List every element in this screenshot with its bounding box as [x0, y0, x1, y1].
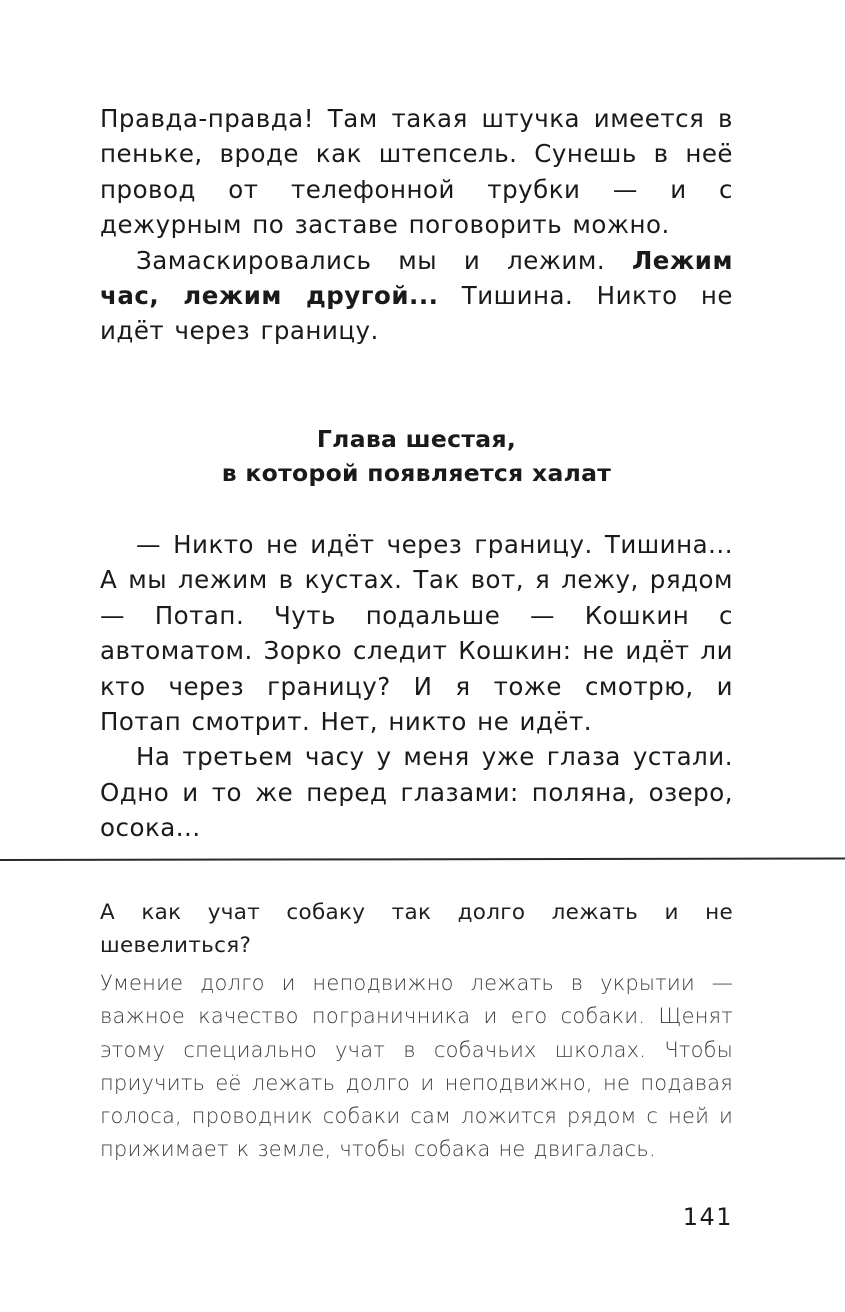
chapter-title-line-2: в которой появляется халат: [221, 459, 612, 487]
chapter-text: [100, 527, 733, 846]
sidebar-answer: Умение долго и неподвижно лежать в укрытии — важное качество пограничника и его собаки. Щенят этому специально учат в собачьих школах. Чтобы приучить её лежать долго и неподвижно, не подавая голоса, проводник собаки сам ложится рядом с ней и прижимает к земле, чтобы собака не двигалась.: [100, 971, 733, 1162]
paragraph: — Никто не идёт через границу. Тишина... А мы лежим в кустах. Так вот, я лежу, рядом — Потап. Чуть подальше — Кошкин с автоматом. Зорко следит Кошкин: не идёт ли кто через границу? И я тоже смотрю, и Потап смотрит. Нет, никто не идёт.: [100, 530, 733, 737]
bold-emphasis: Лежим час, лежим другой...: [100, 245, 733, 311]
paragraph-end: Тишина. Никто не идёт через границу.: [100, 281, 733, 346]
chapter-title: [100, 422, 733, 490]
divider-line: [0, 858, 845, 861]
chapter-title-line-1: Глава шестая,: [316, 425, 517, 453]
paragraph: На третьем часу у меня уже глаза устали. Одно и то же перед глазами: поляна, озеро, осока...: [100, 742, 733, 843]
paragraph-start: Замаскировались мы и лежим.: [136, 245, 632, 275]
paragraph: [100, 243, 733, 349]
sidebar-question: А как учат собаку так долго лежать и не шевелиться?: [100, 900, 733, 958]
page-number: 141: [682, 1203, 733, 1231]
paragraph: Правда-правда! Там такая штучка имеется в пеньке, вроде как штепсель. Сунешь в неё провод от телефонной трубки — и с дежурным по заставе поговорить можно.: [100, 104, 733, 240]
story-text-top: [100, 101, 733, 349]
